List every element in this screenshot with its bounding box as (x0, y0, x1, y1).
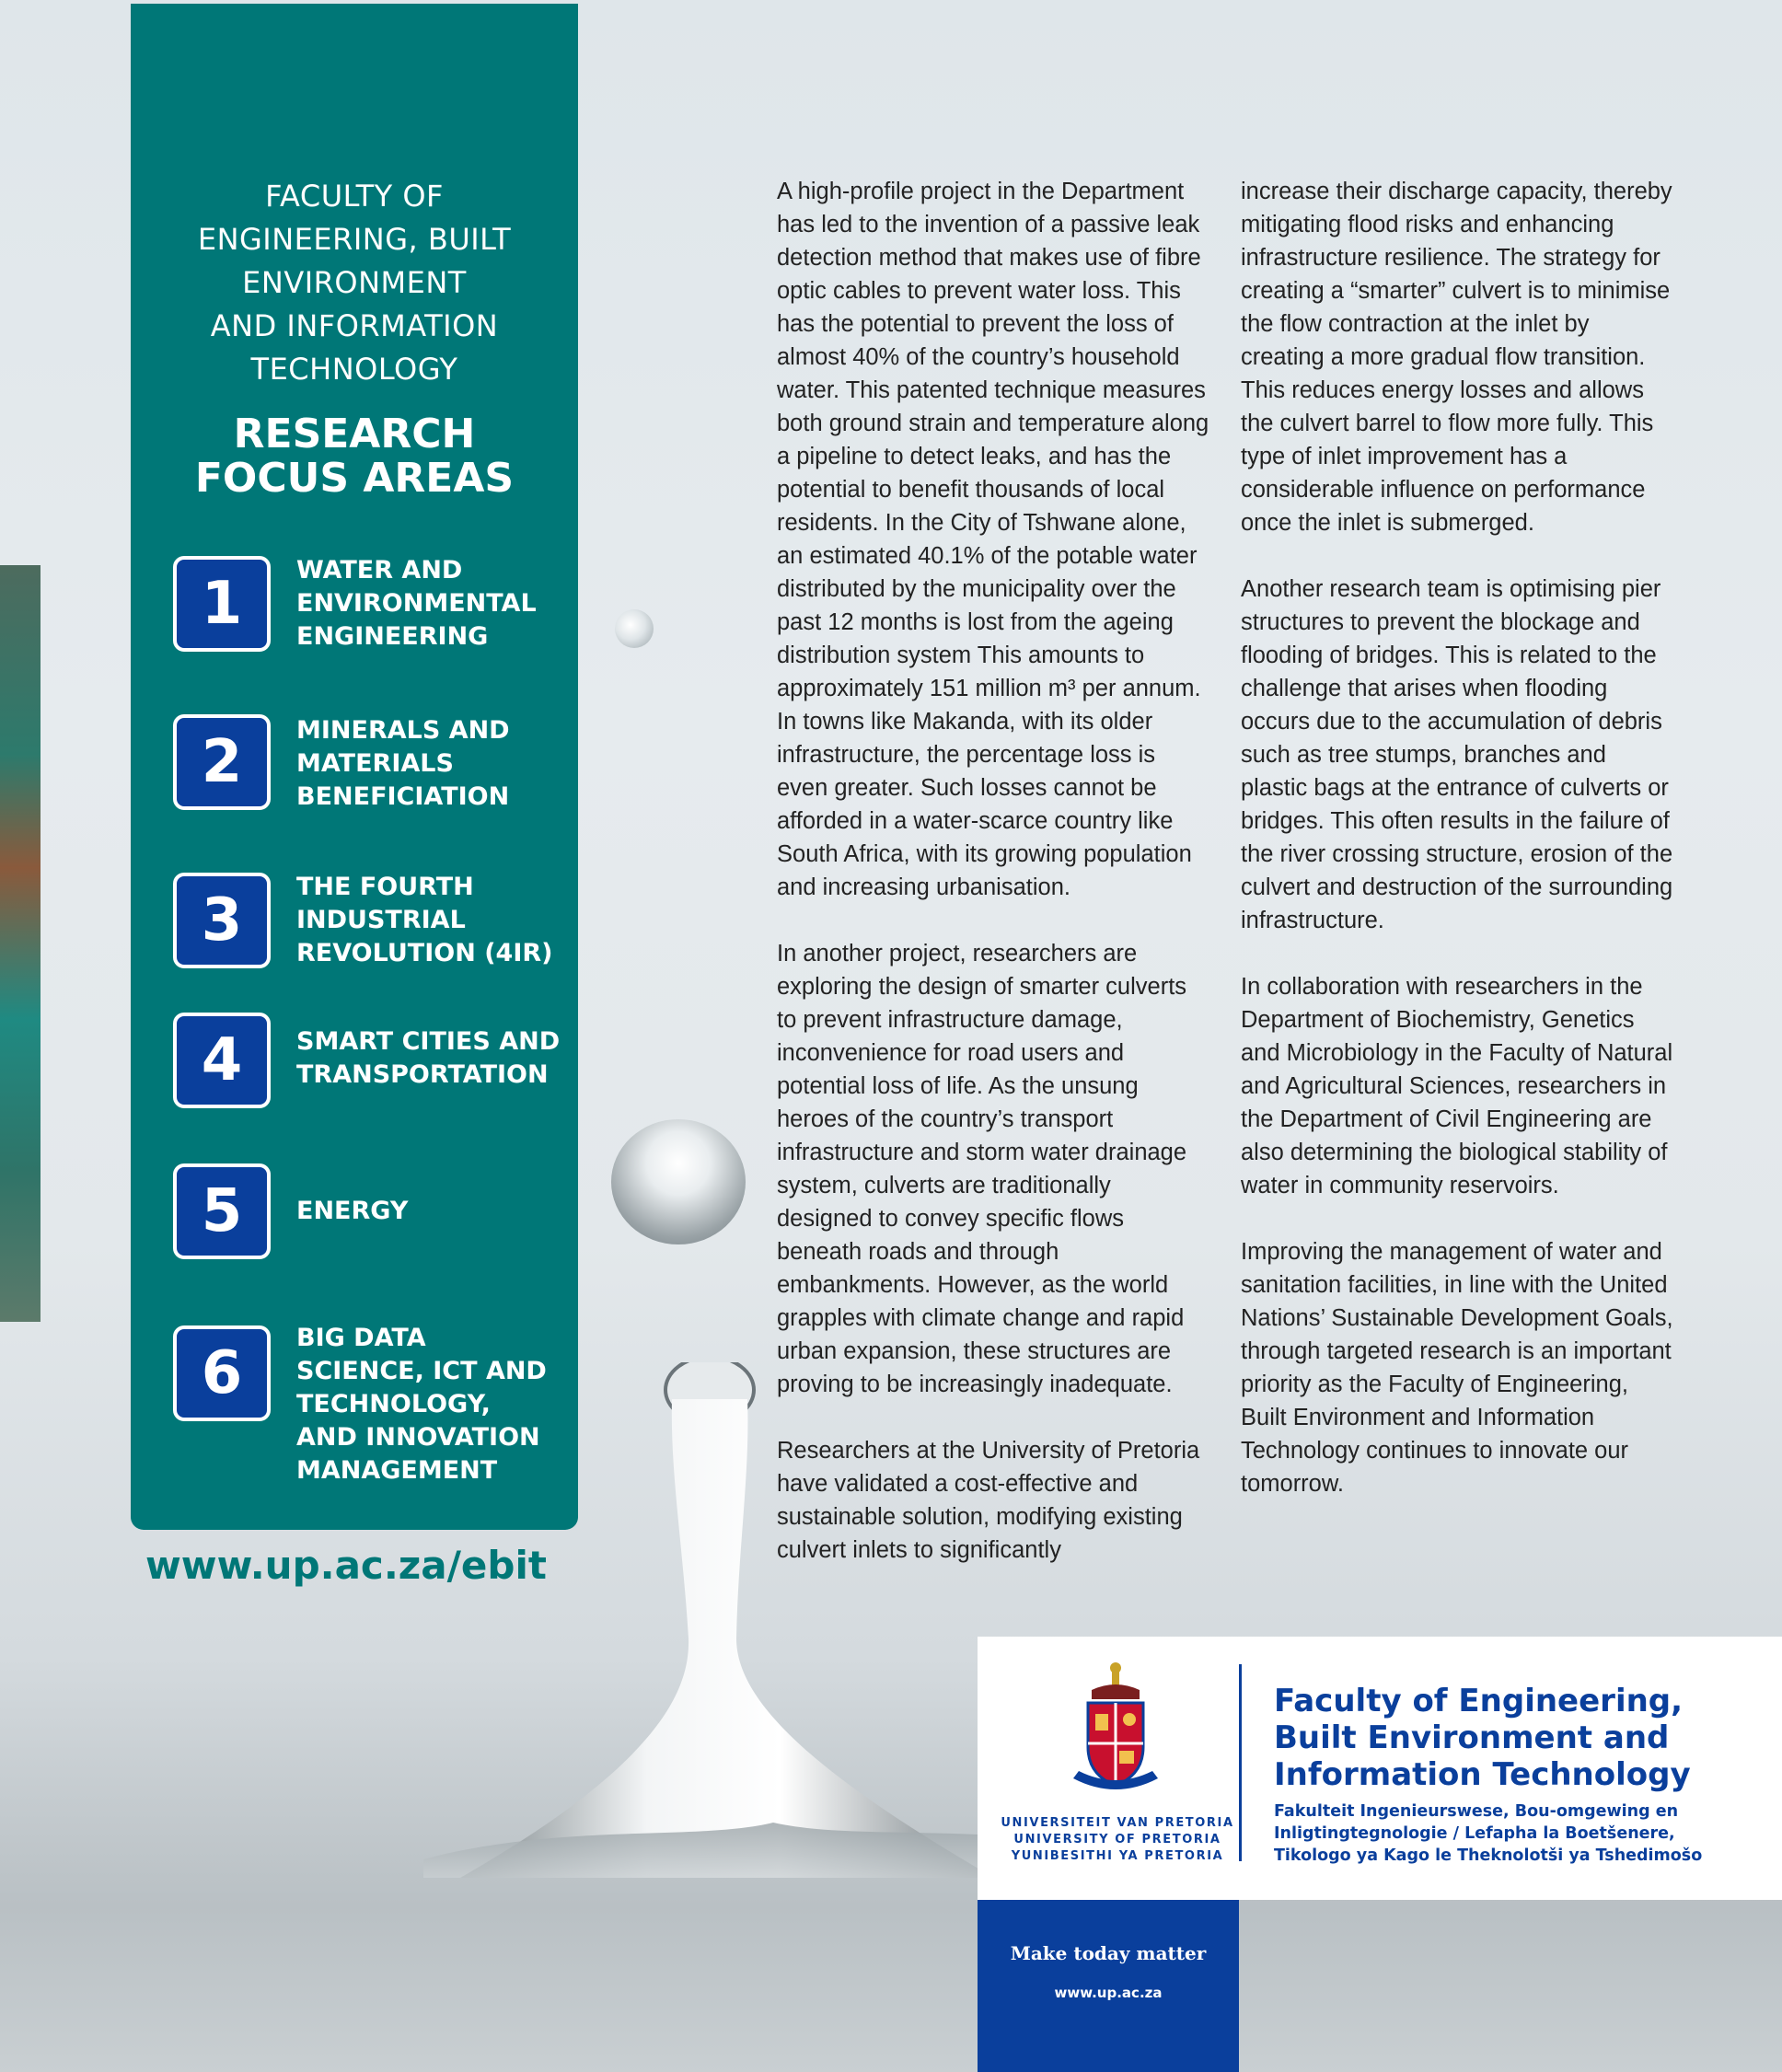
university-website-link[interactable]: www.up.ac.za (1054, 1985, 1163, 2001)
article-column-2 (1241, 175, 1673, 1534)
research-focus-heading: RESEARCH FOCUS AREAS (194, 411, 515, 502)
faculty-name-translations: Fakulteit Ingenieurswese, Bou-omgewing en Inligtingtegnologie / Lefapha la Boetšenere, Tikologo ya Kago le Theknolotši ya Tshedimošo (1274, 1802, 1703, 1865)
research-sidebar (131, 4, 578, 1530)
water-droplet-small (615, 609, 654, 648)
logo-divider (1239, 1664, 1242, 1861)
focus-area-label: SMART CITIES AND TRANSPORTATION (296, 1027, 561, 1089)
focus-number-badge: 6 (173, 1325, 271, 1421)
focus-area-1 (173, 556, 560, 657)
university-logo-panel (978, 1637, 1782, 1900)
faculty-website-link[interactable]: www.up.ac.za/ebit (145, 1543, 547, 1588)
faculty-title: FACULTY OF ENGINEERING, BUILT ENVIRONMENT AND INFORMATION TECHNOLOGY (197, 179, 512, 387)
focus-number-badge: 4 (173, 1013, 271, 1108)
tagline: Make today matter (1010, 1942, 1207, 1964)
focus-number-badge: 3 (173, 873, 271, 968)
water-droplet-large (611, 1119, 746, 1244)
university-names: UNIVERSITEIT VAN PRETORIA UNIVERSITY OF PRETORIA YUNIBESITHI YA PRETORIA (1001, 1816, 1234, 1863)
article-paragraph: In collaboration with researchers in the Department of Biochemistry, Genetics and Microbiology in the Faculty of Natural and Agricultural Sciences, researchers in the Department of Civil Engineering are also determining the biological stability of water in community reservoirs. (1241, 974, 1673, 1198)
faculty-name: Faculty of Engineering, Built Environment and Information Technology (1274, 1683, 1691, 1793)
article-paragraph: Another research team is optimising pier structures to prevent the blockage and flooding of bridges. This is related to the challenge that arises when flooding occurs due to the accumulation of debris such as tree stumps, branches and plastic bags at the entrance of culverts or bridges. This often results in the failure of the river crossing structure, erosion of the culvert and destruction of the surrounding infrastructure. (1241, 576, 1673, 933)
focus-area-label: ENERGY (296, 1197, 409, 1225)
focus-number-badge: 2 (173, 714, 271, 810)
focus-area-label: BIG DATA SCIENCE, ICT AND TECHNOLOGY, AND INNOVATION MANAGEMENT (296, 1324, 547, 1485)
focus-area-6 (173, 1324, 560, 1489)
focus-area-4 (173, 1013, 560, 1114)
focus-area-label: WATER AND ENVIRONMENTAL ENGINEERING (296, 556, 537, 651)
article-column-1 (777, 175, 1209, 1600)
article-paragraph: A high-profile project in the Department has led to the invention of a passive leak detection method that makes use of fibre optic cables to prevent water loss. This has the potential to prevent the loss of almost 40% of the country’s household water. This patented technique measures both ground strain and temperature along a pipeline to detect leaks, and has the potential to benefit thousands of local residents. In the City of Tshwane alone, an estimated 40.1% of the potable water distributed by the municipality over the past 12 months is lost from the ageing distribution system This amounts to approximately 151 million m³ per annum. In towns like Makanda, with its older infrastructure, the percentage loss is even greater. Such losses cannot be afforded in a water-scarce country like South Africa, with its growing population and increasing urbanisation. (777, 179, 1209, 900)
focus-area-5 (173, 1163, 560, 1265)
article-paragraph: increase their discharge capacity, thereby mitigating flood risks and enhancing infrastructure resilience. The strategy for creating a “smarter” culvert is to minimise the flow contraction at the inlet by creating a more gradual flow transition. This reduces energy losses and allows the culvert barrel to flow more fully. This type of inlet improvement has a considerable influence on performance once the inlet is submerged. (1241, 179, 1672, 536)
article-paragraph: In another project, researchers are exploring the design of smarter culverts to prevent infrastructure damage, inconvenience for road users and potential loss of life. As the unsung heroes of the country’s transport infrastructure and storm water drainage system, culverts are traditionally designed to convey specific flows beneath roads and through embankments. However, as the world grapples with climate change and rapid urban expansion, these structures are proving to be increasingly inadequate. (777, 941, 1187, 1397)
focus-area-3 (173, 873, 560, 974)
university-crest-icon (1060, 1662, 1171, 1800)
focus-area-label: THE FOURTH INDUSTRIAL REVOLUTION (4IR) (296, 873, 553, 967)
focus-area-label: MINERALS AND MATERIALS BENEFICIATION (296, 716, 510, 811)
edge-photo-strip (0, 565, 40, 1322)
focus-number-badge: 1 (173, 556, 271, 652)
article-paragraph: Improving the management of water and sanitation facilities, in line with the United Nations’ Sustainable Development Goals, through targeted research is an important priority as the Faculty of Engineering, Built Environment and Information Technology continues to innovate our tomorrow. (1241, 1239, 1673, 1497)
focus-number-badge: 5 (173, 1163, 271, 1259)
focus-area-2 (173, 714, 560, 816)
tagline-box (978, 1900, 1239, 2072)
article-paragraph: Researchers at the University of Pretoria have validated a cost-effective and sustainable solution, modifying existing culvert inlets to significantly (777, 1438, 1200, 1563)
